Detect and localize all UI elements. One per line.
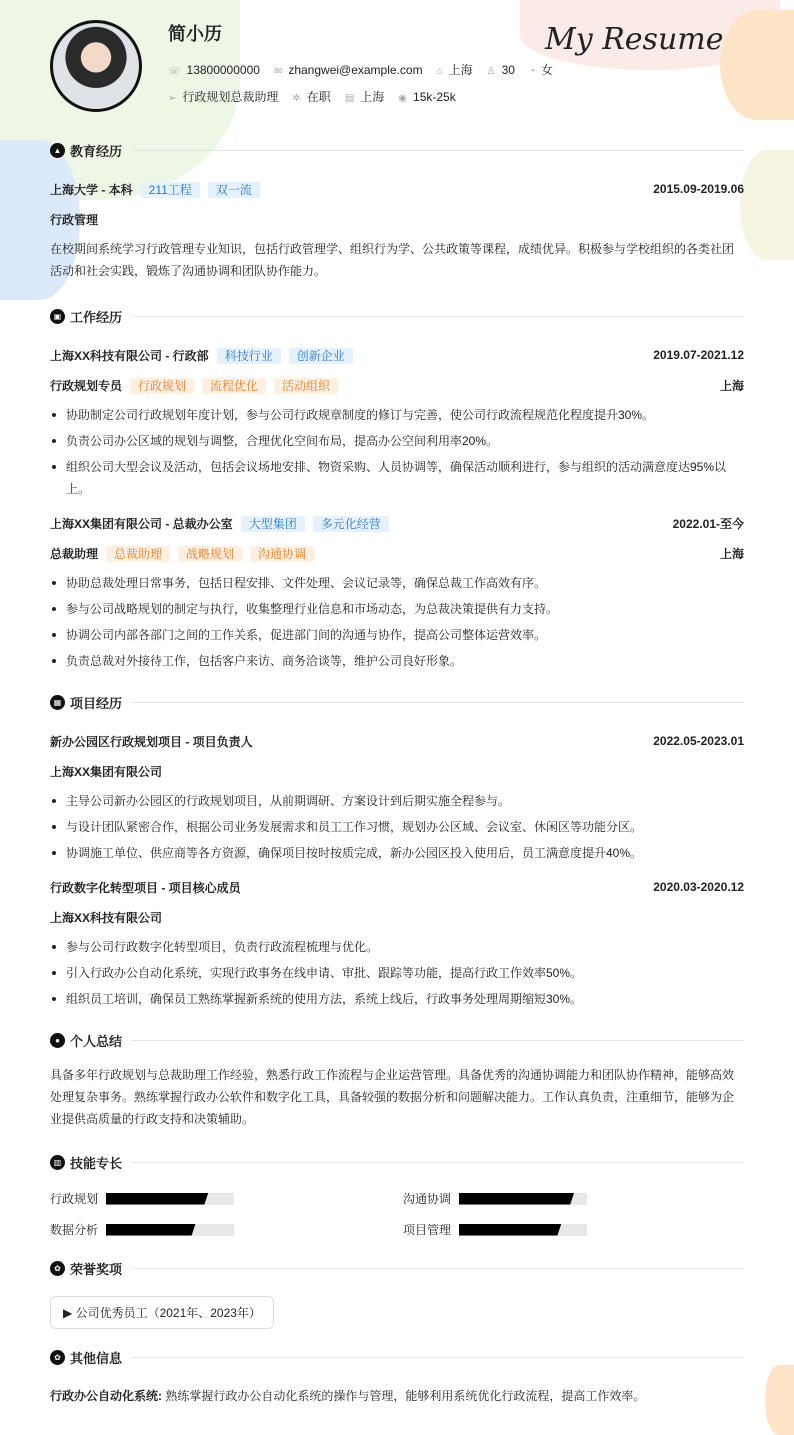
work-header <box>50 508 744 538</box>
status-icon: ✲ <box>292 93 301 104</box>
project-item <box>50 726 744 864</box>
job-row <box>168 88 456 105</box>
title-art: My Resume <box>545 22 724 57</box>
list-item: 协调公司内部各部门之间的工作关系，促进部门间的沟通与协作，提高公司整体运营效率。 <box>50 624 744 646</box>
company: 上海XX集团有限公司 - 总裁办公室 <box>50 516 233 531</box>
divider <box>132 1357 744 1358</box>
skill-bar-fill <box>459 1193 574 1205</box>
city: 上海 <box>719 378 744 393</box>
skill-bar <box>459 1224 587 1236</box>
bullet-list <box>50 572 744 672</box>
contact-row <box>168 61 553 78</box>
send-icon: ➢ <box>168 93 177 104</box>
gender: 女 <box>541 63 554 77</box>
age: 30 <box>501 62 515 77</box>
project-header <box>50 726 744 756</box>
tag: 科技行业 <box>217 348 281 364</box>
skill-name: 数据分析 <box>50 1223 99 1237</box>
project-section <box>50 682 744 1010</box>
skill-bar-fill <box>106 1193 208 1205</box>
candidate-name: 简小历 <box>168 24 222 44</box>
skill-tag: 总裁助理 <box>106 546 170 562</box>
avatar <box>50 20 142 112</box>
education-desc: 在校期间系统学习行政管理专业知识，包括行政管理学、组织行为学、公共政策等课程，成绩优异。积极参与学校组织的各类社团活动和社会实践，锻炼了沟通协调和团队协作能力。 <box>50 242 735 278</box>
divider <box>132 702 744 703</box>
skills-section <box>50 1142 744 1244</box>
project-name: 新办公园区行政规划项目 - 项目负责人 <box>50 734 253 749</box>
info-icon: ✿ <box>50 1350 65 1365</box>
age-icon: ♙ <box>486 65 496 77</box>
tag: 创新企业 <box>289 348 353 364</box>
list-item: 协助总裁处理日常事务，包括日程安排、文件处理、会议记录等，确保总裁工作高效有序。 <box>50 572 744 594</box>
work-item <box>50 508 744 672</box>
list-item: 协调施工单位、供应商等各方资源，确保项目按时按质完成，新办公园区投入使用后，员工满意度提升40%。 <box>50 842 744 864</box>
skill-bar <box>459 1193 587 1205</box>
project-header <box>50 872 744 902</box>
graduation-icon: ▲ <box>50 143 65 158</box>
skill-name: 行政规划 <box>50 1192 99 1206</box>
role: 总裁助理 <box>50 546 99 561</box>
list-item: 组织公司大型会议及活动，包括会议场地安排、物资采购、人员协调等，确保活动顺利进行，参与组织的活动满意度达95%以上。 <box>50 456 744 500</box>
city: 上海 <box>719 546 744 561</box>
project-name: 行政数字化转型项目 - 项目核心成员 <box>50 880 241 895</box>
divider <box>132 1268 744 1269</box>
skill-item <box>403 1190 744 1207</box>
major: 行政管理 <box>50 212 99 227</box>
triangle-icon: ▶ <box>63 1306 76 1320</box>
phone-icon: ☏ <box>168 65 181 77</box>
section-title: 技能专长 <box>70 1155 123 1171</box>
company-group <box>50 347 353 364</box>
divider <box>132 316 744 317</box>
skill-bar <box>106 1224 234 1236</box>
skill-tag: 沟通协调 <box>250 546 314 562</box>
skill-bar <box>106 1193 234 1205</box>
bullet-list <box>50 936 744 1010</box>
school: 上海大学 - 本科 <box>50 182 133 197</box>
job-status: 在职 <box>306 90 331 104</box>
summary-section <box>50 1020 744 1130</box>
target-city: 上海 <box>360 90 385 104</box>
section-title: 个人总结 <box>70 1033 123 1049</box>
list-item: 参与公司战略规划的制定与执行，收集整理行业信息和市场动态，为总裁决策提供有力支持。 <box>50 598 744 620</box>
section-title: 荣誉奖项 <box>70 1261 123 1277</box>
list-item: 协助制定公司行政规划年度计划，参与公司行政规章制度的修订与完善，使公司行政流程规范化程度提升30%。 <box>50 404 744 426</box>
gender-icon: ◔ <box>528 66 536 77</box>
mail-icon: ✉ <box>273 65 283 77</box>
list-item: 与设计团队紧密合作，根据公司业务发展需求和员工工作习惯，规划办公区域、会议室、休闲区等功能分区。 <box>50 816 744 838</box>
date: 2020.03-2020.12 <box>653 880 744 894</box>
building-icon: ▤ <box>344 93 355 104</box>
company: 上海XX科技有限公司 - 行政部 <box>50 348 209 363</box>
list-item: 负责总裁对外接待工作，包括客户来访、商务洽谈等，维护公司良好形象。 <box>50 650 744 672</box>
summary-text: 具备多年行政规划与总裁助理工作经验，熟悉行政工作流程与企业运营管理。具备优秀的沟通协调能力和团队协作精神，能够高效处理复杂事务。熟练掌握行政办公软件和数字化工具，具备较强的数据分析和问题解决能力。工作认真负责，注重细节，能够为企业提供高质量的行政支持和决策辅助。 <box>50 1068 735 1126</box>
bullet-list <box>50 790 744 864</box>
role-row <box>50 538 744 568</box>
other-section <box>50 1337 744 1407</box>
tag: 211工程 <box>141 182 200 198</box>
other-text: 熟练掌握行政办公自动化系统的操作与管理，能够利用系统优化行政流程，提高工作效率。 <box>165 1389 646 1403</box>
award-text: 公司优秀员工（2021年、2023年） <box>75 1306 261 1320</box>
skill-tag: 战略规划 <box>178 546 242 562</box>
salary: 15k-25k <box>413 89 456 104</box>
skill-name: 沟通协调 <box>403 1192 452 1206</box>
tag: 双一流 <box>208 182 260 198</box>
section-title: 工作经历 <box>70 309 123 325</box>
list-item: 主导公司新办公园区的行政规划项目，从前期调研、方案设计到后期实施全程参与。 <box>50 790 744 812</box>
job-target: 行政规划总裁助理 <box>182 90 279 104</box>
company-group <box>50 515 389 532</box>
tag: 大型集团 <box>241 516 305 532</box>
role-group <box>50 377 338 394</box>
salary-icon: ◉ <box>398 92 408 104</box>
skill-item <box>50 1221 403 1238</box>
skill-name: 项目管理 <box>403 1223 452 1237</box>
list-item: 负责公司办公区域的规划与调整，合理优化空间布局，提高办公空间利用率20%。 <box>50 430 744 452</box>
work-item <box>50 340 744 500</box>
org-row <box>50 756 744 786</box>
education-section <box>50 130 744 282</box>
date: 2022.05-2023.01 <box>653 734 744 748</box>
city: 上海 <box>448 63 473 77</box>
tag: 多元化经营 <box>313 516 389 532</box>
email: zhangwei@example.com <box>288 62 423 77</box>
skill-item <box>403 1221 744 1238</box>
skill-item <box>50 1190 403 1207</box>
role-row <box>50 370 744 400</box>
divider <box>132 1162 744 1163</box>
date: 2015.09-2019.06 <box>653 182 744 196</box>
date: 2022.01-至今 <box>672 516 744 531</box>
org-row <box>50 902 744 932</box>
section-title: 项目经历 <box>70 695 123 711</box>
role-group <box>50 545 314 562</box>
list-item: 参与公司行政数字化转型项目，负责行政流程梳理与优化。 <box>50 936 744 958</box>
role: 行政规划专员 <box>50 378 123 393</box>
awards-section <box>50 1248 744 1337</box>
list-item: 引入行政办公自动化系统，实现行政事务在线申请、审批、跟踪等功能，提高行政工作效率50%。 <box>50 962 744 984</box>
chart-icon: ▥ <box>50 1155 65 1170</box>
briefcase-icon: ▣ <box>50 309 65 324</box>
work-section <box>50 296 744 672</box>
date: 2019.07-2021.12 <box>653 348 744 362</box>
other-label: 行政办公自动化系统: <box>50 1389 162 1403</box>
award-icon: ✿ <box>50 1261 65 1276</box>
grid-icon: ▦ <box>50 695 65 710</box>
skill-tag: 活动组织 <box>274 378 338 394</box>
organization: 上海XX科技有限公司 <box>50 910 163 925</box>
skill-tag: 行政规划 <box>130 378 194 394</box>
skill-bar-fill <box>106 1224 196 1236</box>
bullet-list <box>50 404 744 500</box>
skill-bar-fill <box>459 1224 561 1236</box>
user-icon: ● <box>50 1033 65 1048</box>
divider <box>132 1040 744 1041</box>
home-icon: ⌂ <box>436 66 443 77</box>
section-title: 其他信息 <box>70 1350 123 1366</box>
section-title: 教育经历 <box>70 143 123 159</box>
phone: 13800000000 <box>186 62 260 77</box>
skill-tag: 流程优化 <box>202 378 266 394</box>
list-item: 组织员工培训，确保员工熟练掌握新系统的使用方法，系统上线后，行政事务处理周期缩短30%。 <box>50 988 744 1010</box>
award-item[interactable] <box>50 1296 274 1329</box>
divider <box>132 150 744 151</box>
work-header <box>50 340 744 370</box>
project-item <box>50 872 744 1010</box>
resume-header <box>0 0 794 130</box>
organization: 上海XX集团有限公司 <box>50 764 163 779</box>
